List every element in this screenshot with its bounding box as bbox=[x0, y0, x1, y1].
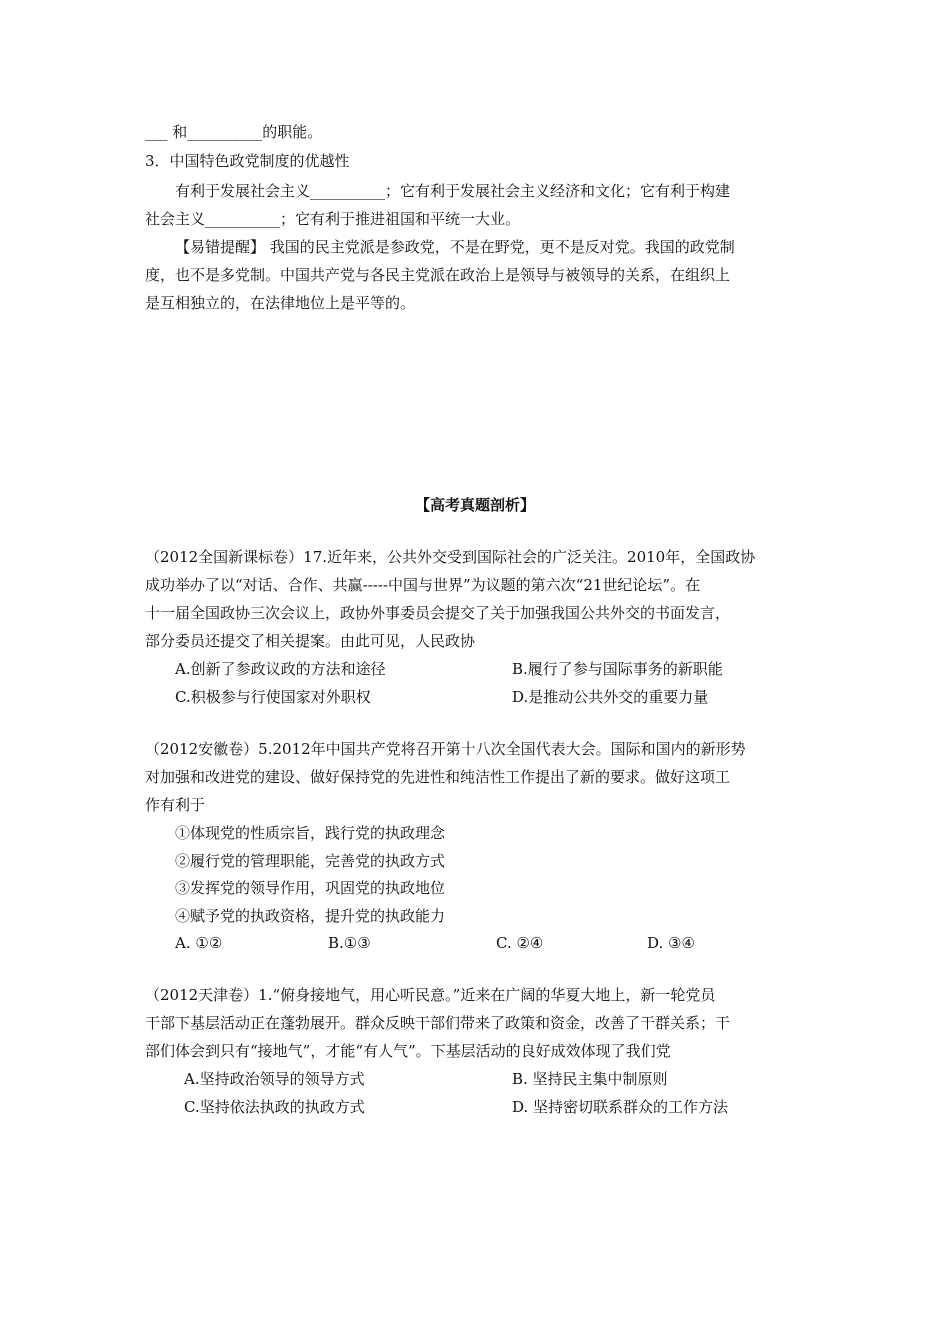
q1-stem-line-4: 部分委员还提交了相关提案。由此可见，人民政协 bbox=[145, 632, 476, 650]
q2-stem-line-3: 作有利于 bbox=[145, 796, 206, 814]
q3-stem-line-1: （2012天津卷）1.“俯身接地气，用心听民意。”近来在广阔的华夏大地上，新一轮党员 bbox=[145, 986, 716, 1004]
advantages-paragraph-line-1: 有利于发展社会主义__________；它有利于发展社会主义经济和文化；它有利于构建 bbox=[175, 182, 731, 200]
error-tip-line-3: 是互相独立的，在法律地位上是平等的。 bbox=[145, 294, 416, 312]
section-title: 【高考真题剖析】 bbox=[414, 496, 535, 514]
error-tip-line-2: 度，也不是多党制。中国共产党与各民主党派在政治上是领导与被领导的关系，在组织上 bbox=[145, 266, 731, 284]
q2-option-b: B.①③ bbox=[328, 934, 371, 952]
q2-option-c: C. ②④ bbox=[496, 934, 544, 952]
q1-option-b: B.履行了参与国际事务的新职能 bbox=[512, 660, 723, 678]
q3-option-d: D. 坚持密切联系群众的工作方法 bbox=[512, 1098, 729, 1116]
q1-option-a: A.创新了参政议政的方法和途径 bbox=[175, 660, 386, 678]
q3-stem-line-2: 干部下基层活动正在蓬勃展开。群众反映干部们带来了政策和资金，改善了干群关系；干 bbox=[145, 1014, 731, 1032]
q3-stem-line-3: 部们体会到只有“接地气”，才能“有人气”。下基层活动的良好成效体现了我们党 bbox=[145, 1042, 671, 1060]
q2-stem-line-1: （2012安徽卷）5.2012年中国共产党将召开第十八次全国代表大会。国际和国内的新形势 bbox=[145, 740, 746, 758]
q2-option-a: A. ①② bbox=[175, 934, 223, 952]
q1-stem-line-2: 成功举办了以“对话、合作、共赢-----中国与世界”为议题的第六次“21世纪论坛”。在 bbox=[145, 576, 701, 594]
q3-option-c: C.坚持依法执政的执政方式 bbox=[184, 1098, 365, 1116]
error-tip-line-1: 【易错提醒】 我国的民主党派是参政党，不是在野党，更不是反对党。我国的政党制 bbox=[175, 238, 735, 256]
heading-party-system-advantages: 3．中国特色政党制度的优越性 bbox=[145, 152, 350, 170]
fill-blank-line: ___ 和__________的职能。 bbox=[145, 123, 323, 141]
q1-stem-line-3: 十一届全国政协三次会议上，政协外事委员会提交了关于加强我国公共外交的书面发言， bbox=[145, 604, 731, 622]
q2-option-d: D. ③④ bbox=[647, 934, 695, 952]
q2-item-4: ④赋予党的执政资格，提升党的执政能力 bbox=[175, 907, 446, 925]
q3-option-a: A.坚持政治领导的领导方式 bbox=[184, 1070, 365, 1088]
q1-option-d: D.是推动公共外交的重要力量 bbox=[512, 688, 709, 706]
q2-item-3: ③发挥党的领导作用，巩固党的执政地位 bbox=[175, 879, 446, 897]
advantages-paragraph-line-2: 社会主义__________；它有利于推进祖国和平统一大业。 bbox=[145, 210, 521, 228]
q1-option-c: C.积极参与行使国家对外职权 bbox=[175, 688, 371, 706]
q2-item-2: ②履行党的管理职能，完善党的执政方式 bbox=[175, 852, 446, 870]
q3-option-b: B. 坚持民主集中制原则 bbox=[512, 1070, 668, 1088]
q1-stem-line-1: （2012全国新课标卷）17.近年来，公共外交受到国际社会的广泛关注。2010年，全国政协 bbox=[145, 548, 756, 566]
q2-item-1: ①体现党的性质宗旨，践行党的执政理念 bbox=[175, 824, 446, 842]
q2-stem-line-2: 对加强和改进党的建设、做好保持党的先进性和纯洁性工作提出了新的要求。做好这项工 bbox=[145, 768, 731, 786]
